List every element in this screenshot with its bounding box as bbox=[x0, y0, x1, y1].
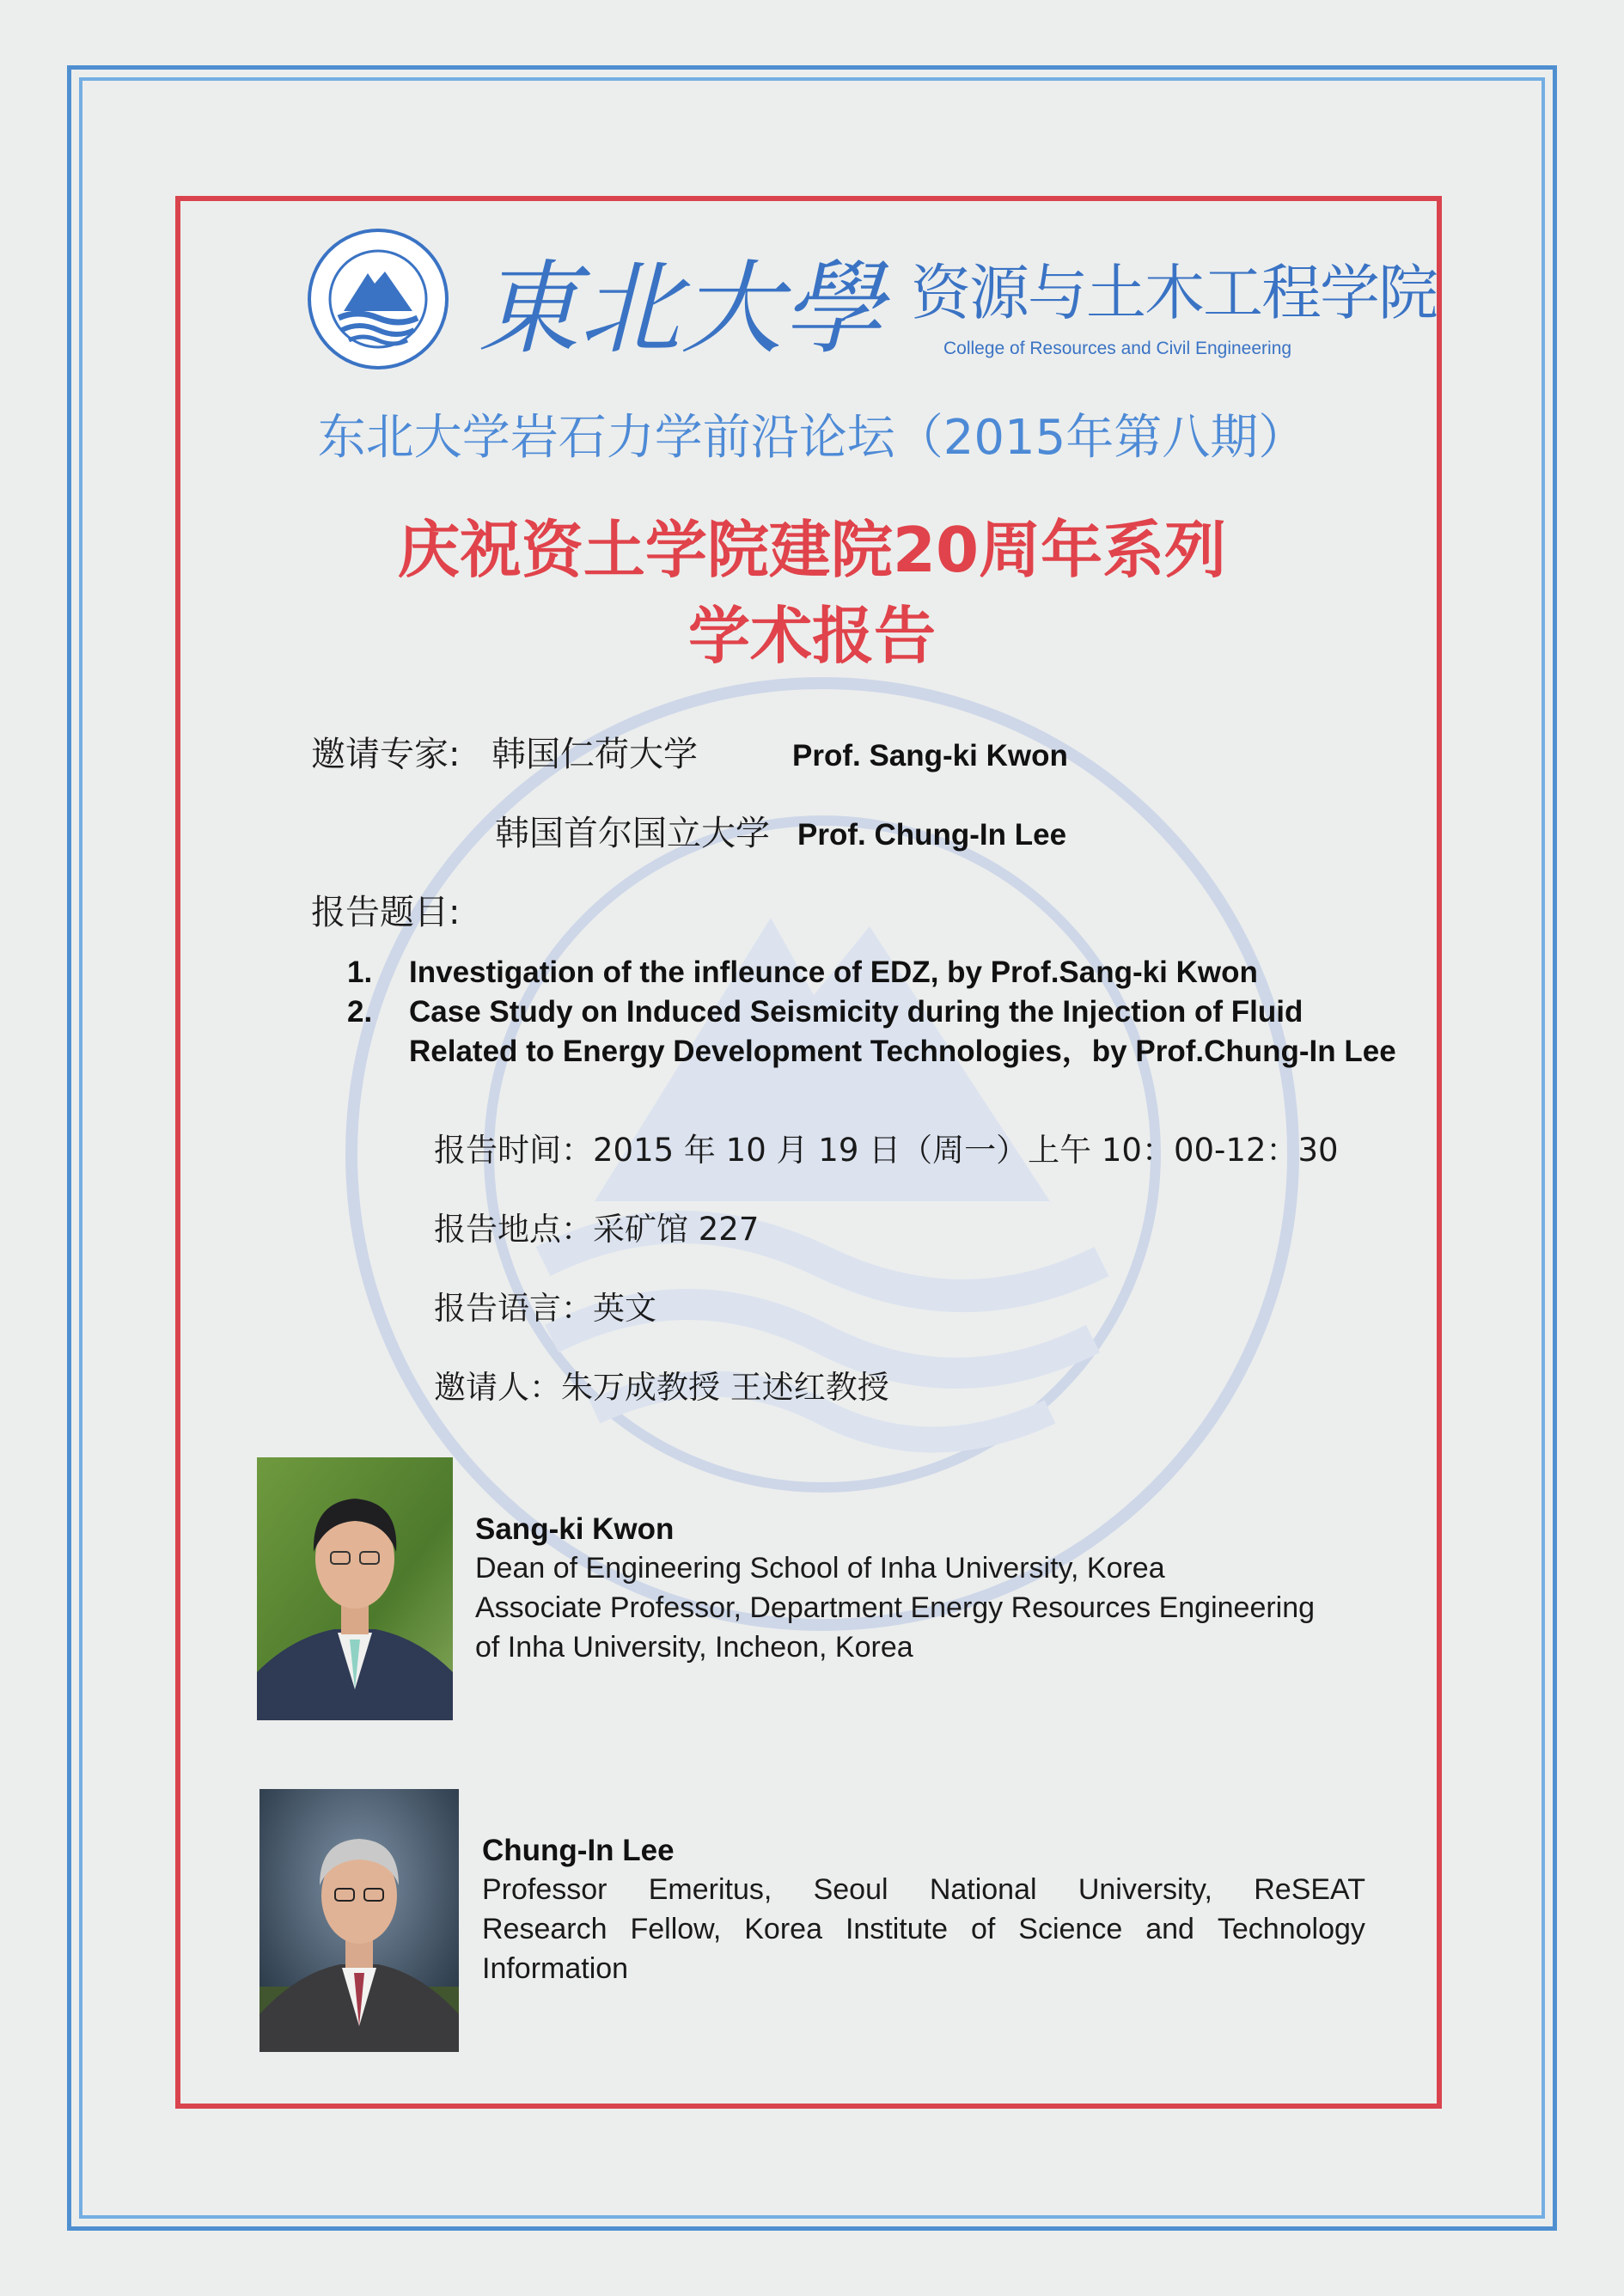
speaker-photo-sang-ki-kwon bbox=[257, 1457, 453, 1720]
bio-word: Korea bbox=[744, 1913, 822, 1945]
university-seal-icon bbox=[306, 227, 450, 371]
bio-word: Institute bbox=[845, 1913, 949, 1945]
experts-label: 邀请专家: bbox=[311, 735, 461, 774]
expert-institution-2: 韩国首尔国立大学 bbox=[495, 814, 770, 853]
bio-word: ReSEAT bbox=[1254, 1873, 1365, 1906]
speaker-bio-2-line-2 bbox=[482, 1914, 1365, 1944]
speaker-bio-1-line-2: Associate Professor, Department Energy Resources Engineering bbox=[475, 1591, 1316, 1624]
expert-name-2: Prof. Chung-In Lee bbox=[797, 818, 1067, 852]
topics-label: 报告题目: bbox=[311, 893, 461, 932]
report-time: 报告时间：2015 年 10 月 19 日（周一）上午 10：00-12：30 bbox=[434, 1132, 1339, 1169]
bio-word: Professor bbox=[482, 1873, 607, 1906]
report-language: 报告语言：英文 bbox=[434, 1290, 656, 1327]
expert-name-1: Prof. Sang-ki Kwon bbox=[792, 739, 1068, 772]
speaker-name-1: Sang-ki Kwon bbox=[475, 1512, 675, 1546]
speaker-bio-2-line-3: Information bbox=[482, 1952, 629, 1985]
bio-word: University, bbox=[1078, 1873, 1212, 1906]
college-name-en: College of Resources and Civil Engineering bbox=[943, 339, 1292, 358]
topic-title-2-line-1: Case Study on Induced Seismicity during the Injection of Fluid bbox=[409, 995, 1303, 1029]
bio-word: Emeritus, bbox=[648, 1873, 772, 1906]
bio-word: Seoul bbox=[813, 1873, 888, 1906]
report-location: 报告地点：采矿馆 227 bbox=[434, 1211, 760, 1248]
main-title-line-1: 庆祝资土学院建院20周年系列 bbox=[397, 514, 1227, 586]
topic-number-1: 1. bbox=[347, 956, 373, 989]
expert-institution-1: 韩国仁荷大学 bbox=[491, 735, 698, 774]
wordmark-text: 東北大學 bbox=[478, 249, 884, 368]
bio-word: of bbox=[970, 1913, 996, 1945]
speaker-photo-chung-in-lee bbox=[259, 1789, 459, 2052]
bio-word: Research bbox=[482, 1913, 607, 1945]
main-title-line-2: 学术报告 bbox=[687, 600, 936, 672]
speaker-bio-1-line-1: Dean of Engineering School of Inha University, Korea bbox=[475, 1552, 1165, 1585]
topic-title-2-line-2: Related to Energy Development Technologies，by Prof.Chung-In Lee bbox=[409, 1035, 1396, 1068]
topic-number-2: 2. bbox=[347, 995, 373, 1029]
bio-word: and bbox=[1145, 1913, 1194, 1945]
bio-word: National bbox=[929, 1873, 1037, 1906]
speaker-bio-2-line-1 bbox=[482, 1875, 1365, 1904]
college-name-cn: 资源与土木工程学院 bbox=[911, 258, 1437, 328]
forum-title: 东北大学岩石力学前沿论坛（2015年第八期） bbox=[317, 410, 1307, 466]
speaker-bio-1-line-3: of Inha University, Incheon, Korea bbox=[475, 1631, 913, 1664]
topic-title-1: Investigation of the infleunce of EDZ, by Prof.Sang-ki Kwon bbox=[409, 956, 1258, 989]
bio-word: Technology bbox=[1217, 1913, 1365, 1945]
bio-word: Fellow, bbox=[630, 1913, 722, 1945]
bio-word: Science bbox=[1018, 1913, 1123, 1945]
report-inviters: 邀请人：朱万成教授 王述红教授 bbox=[434, 1369, 889, 1406]
speaker-name-2: Chung-In Lee bbox=[482, 1834, 675, 1867]
university-wordmark-logo bbox=[478, 222, 890, 376]
